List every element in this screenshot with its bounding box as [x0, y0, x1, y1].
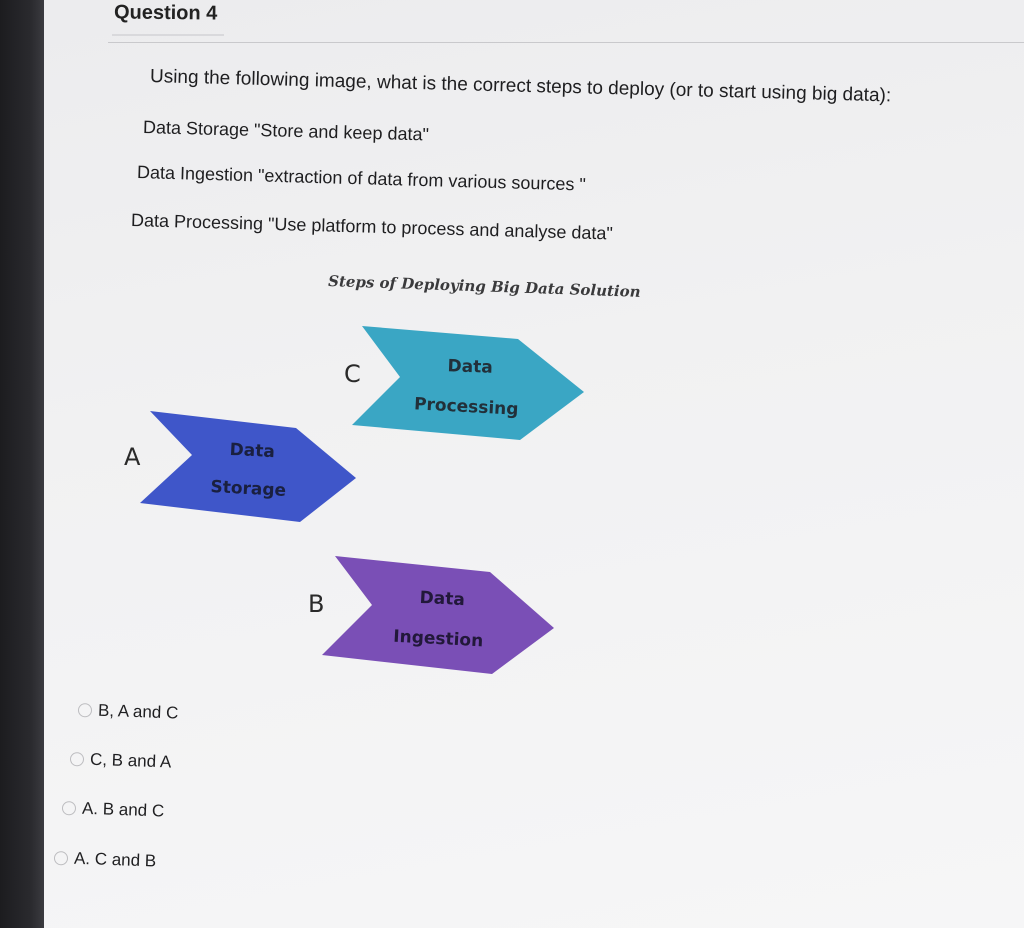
- diagram-title: Steps of Deploying Big Data Solution: [327, 272, 641, 301]
- step-a-chevron: [140, 411, 356, 522]
- question-line-storage: Data Storage "Store and keep data": [142, 117, 430, 145]
- radio-button[interactable]: [78, 703, 92, 717]
- step-c-label-line2: Processing: [413, 394, 519, 420]
- choice-label: B, A and C: [97, 700, 179, 723]
- step-a-data-storage: [124, 411, 356, 522]
- step-b-label-line2: Ingestion: [392, 626, 484, 652]
- choice-label: C, B and A: [89, 749, 172, 772]
- question-line-ingestion: Data Ingestion "extraction of data from various sources ": [136, 162, 587, 195]
- question-line-processing: Data Processing "Use platform to process and analyse data": [130, 210, 614, 244]
- step-b-label-line1: Data: [419, 587, 466, 611]
- step-c-data-processing: [344, 326, 584, 440]
- step-b-chevron: [322, 556, 554, 674]
- step-c-label-line1: Data: [447, 356, 494, 378]
- question-title: Question 4: [113, 1, 218, 25]
- step-b-data-ingestion: [308, 556, 554, 674]
- choice-c-b-a[interactable]: [70, 749, 172, 773]
- step-a-letter: A: [124, 443, 141, 471]
- step-b-letter: B: [308, 590, 325, 618]
- step-a-label-line1: Data: [229, 439, 276, 463]
- question-text: Using the following image, what is the correct steps to deploy (or to start using big data):: [149, 66, 892, 107]
- radio-button[interactable]: [54, 851, 68, 865]
- radio-button[interactable]: [70, 752, 84, 766]
- choice-label: A. B and C: [81, 798, 165, 821]
- choice-a-c-b[interactable]: [54, 848, 157, 872]
- radio-button[interactable]: [62, 801, 76, 815]
- step-c-chevron: [352, 326, 584, 440]
- choice-b-a-c[interactable]: [78, 700, 179, 723]
- step-c-letter: C: [344, 360, 361, 388]
- choice-label: A. C and B: [73, 848, 157, 871]
- step-a-label-line2: Storage: [209, 477, 287, 501]
- choice-a-b-c[interactable]: [62, 798, 165, 822]
